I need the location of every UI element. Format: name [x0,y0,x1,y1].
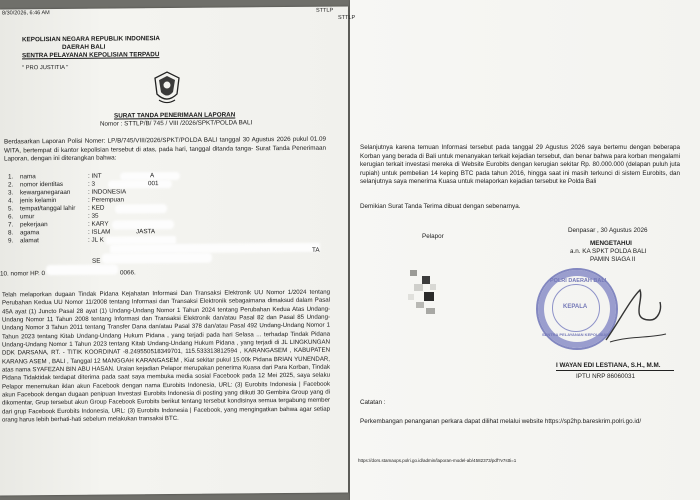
phone-label: 10. nomor HP. 0 [0,270,46,278]
field-number: 7. [8,221,14,229]
position-line: PAMIN SIAGA II [590,256,636,263]
right-page [338,0,700,500]
field-label: nama [20,173,36,181]
footer-url: https://dors.stamaops.polri.go.id/admin/laporan-model-ab/4582373/pdf?v7stti=1 [358,458,517,463]
redaction [46,264,118,275]
field-label: kewarganegaraan [20,188,71,197]
field-value: : JL K [88,236,104,244]
field-value: : 35 [88,212,99,220]
pro-justitia: " PRO JUSTITIA " [22,64,69,72]
field-number: 6. [8,213,14,221]
police-emblem-icon [150,70,184,106]
field-value: : KARY [88,220,109,228]
stamp-bottom-text: SENTRA PELAYANAN KEPOLISIAN [542,332,610,337]
field-number: 9. [8,237,14,245]
stamp-mid-text: KEPALA [563,304,588,310]
pelapor-label: Pelapor [422,233,444,240]
field-number: 3. [8,189,14,197]
right-paragraph-1: Selanjutnya karena temuan Informasi tersebut pada tanggal 29 Agustus 2026 saya bertemu dengan beberapa Korban yang berada di Bali untuk menanyakan terkait kejadian tersebut, dan benar bahwa para korban mengalami kerugian terkait investasi mereka di Website Eurobits dengan kerugian sekitar Rp. 80.000.000 (delapan puluh juta rupiah) untuk pembelian 14 keping BTC pada tahun 2016, hingga saat ini masih terkunci di sistem Eurobits, dan selanjutnya saya menerima Kuasa untuk melaporkan kejadian tersebut ke Polda Bali [360,144,680,186]
field-number: 1. [8,173,14,181]
name-tail: A [150,172,155,180]
doc-title: SURAT TANDA PENERIMAAN LAPORAN [114,111,236,120]
signature-line [556,370,674,371]
report-body: Telah melaporkan dugaan Tindak Pidana Kejahatan Informasi Dan Transaksi Elektronik UU Nomor 1/2024 tentang Perubahan Kedua UU Nomor 11/2008 tentang Informasi dan Transaksi Elektronik sebagaimana dimaksud dalam Pasal 45A ayat (1) Juncto Pasal 28 ayat (1) Undang-Undang Nomor 1 Tahun 2024 tentang Perubahan Kedua Atas Undang-Undang Nomor 11 Tahun 2008 tentang Informasi dan Transaksi Elektronik dan/atau Pasal 82 dan Pasal 85 Undang-Undang Nomor 3 Tahun 2011 tentang Transfer Dana dan/atau Pasal 378 dan/atau Pasal 492 Undang-Undang Nomor 1 Tahun 2023 tentang Kitab Undang-Undang Hukum Pidana , yang terjadi pada hari Selasa ... terhadap Tindak Pidana Undang-Undang Nomor 1 Tahun 2023 tentang Kitab Undang-Undang Hukum Pidana , yang terjadi di JL LINGKUNGAN DDK DARSANA, RT. - TITIK KOORDINAT -8.249550518349701, 115.533313812594 , KARANGASEM , KABUPATEN KARANG ASEM , BALI , Tanggal 12 MANGGAH KARANGASEM , Kiat sekitar pukul 15.00k Pidana BRIAN YUNENDAR, atas nama SYAFEZAN BIN ABU HASAN. Uraian kejadian Pelapor merupakan penerima Kuasa dari Para Korban, Tindak Pidana Tidaktidak terdapat diterima pada saat saya membuka media sosial Facebook pada 12 Mei 2025, saya selaku Pelapor menemukan iklan akun Facebook dengan nama Eurobits Indonesia, URL: (3) Eurobits Indonesia | Facebook akun Facebook dengan dugaan penipuan Investasi Eurobits Indonesia di posting yang diikuti 30 Gembira Group yang di dikomentar, Grup tersebut akun Group Facebook Eurobits berikut tentang tersebut kondisinya semua tergabung member dari grup Facebook Eurobits Indonesia, URL: (3) Eurobits Indonesia | Facebook, yang mengingatkan bahwa agar setiap orang harus lebih berhati-hati sebelum melakukan transaksi BTC. [2,288,330,424]
field-label: tempat/tanggal lahir [20,204,76,213]
place-date: Denpasar , 30 Agustus 2026 [568,227,648,234]
field-value: : INT [88,172,102,180]
id-tail: 001 [148,180,159,188]
field-value: : 3 [88,180,96,188]
redaction [108,180,172,189]
org-line-2: DAERAH BALI [62,43,106,51]
print-title-right: STTLP [338,15,356,21]
authority-line: a.n. KA SPKT POLDA BALI [570,248,647,255]
field-label: nomor identitas [20,180,64,189]
redaction [102,253,212,264]
catatan-label: Catatan : [360,399,386,406]
org-line-3: SENTRA PELAYANAN KEPOLISIAN TERPADU [22,51,160,60]
field-label: umur [20,213,35,221]
address-line-2: SE [92,257,101,265]
field-value: : Perempuan [88,196,125,204]
stamp-top-text: POLRI DAERAH BALI [550,278,607,284]
field-label: pekerjaan [20,221,48,229]
left-page [0,6,348,495]
progress-note: Perkembangan penanganan perkara dapat dilihat melalui website https://sp2hp.bareskrim.polri.go.id/ [360,418,642,425]
print-datetime: 8/30/2026, 6:46 AM [2,10,50,17]
field-label: jenis kelamin [20,197,57,205]
right-paragraph-2: Demikian Surat Tanda Terima dibuat dengan sebenarnya. [360,203,521,210]
field-value: : ISLAM [88,228,111,236]
redaction [110,243,320,254]
pelapor-signature-icon [402,262,452,322]
address-tail: TA [312,246,320,254]
field-number: 2. [8,181,14,189]
redaction [115,204,167,213]
job-tail: JASTA [136,228,156,236]
officer-name: I WAYAN EDI LESTIANA, S.H., M.M. [556,362,661,369]
print-title: STTLP [316,7,334,14]
phone-tail: 0066. [120,269,136,277]
org-line-1: KEPOLISIAN NEGARA REPUBLIK INDONESIA [22,35,160,44]
field-number: 5. [8,205,14,213]
doc-number: Nomor : STTLP/B/ 745 / VIII /2026/SPKT/POLDA BALI [100,119,253,128]
field-number: 4. [8,197,14,205]
intro-paragraph: Berdasarkan Laporan Polisi Nomer: LP/B/745/VIII/2026/SPKT/POLDA BALI tanggal 30 Agustus 2026 pukul 01.09 WITA, bertempat di kantor kepolisian tersebut di atas, pada hari, tanggal ditanda tanga- Surat Tanda Penerimaan Laporan, dengan ini diterangkan bahwa: [4,135,326,163]
field-number: 8. [8,229,14,237]
officer-id: IPTU NRP 86060031 [576,373,636,380]
field-value: : KED [88,204,105,212]
mengetahui-label: MENGETAHUI [590,240,632,247]
field-value: : INDONESIA [88,188,127,196]
field-label: alamat [20,237,39,245]
field-label: agama [20,229,40,237]
officer-signature-icon [600,280,670,350]
